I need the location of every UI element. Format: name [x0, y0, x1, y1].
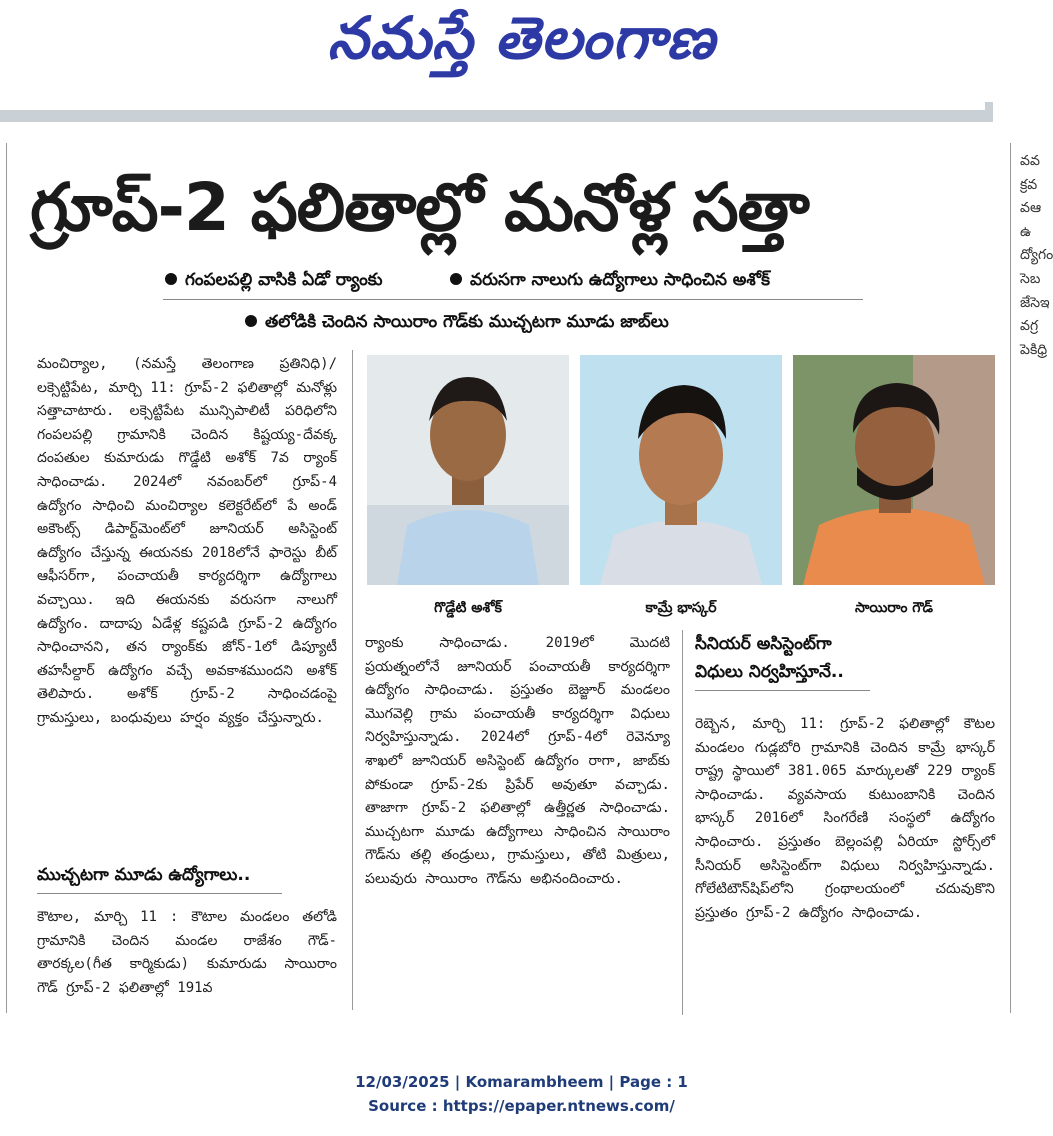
subhead-1: గంపలపల్లి వాసికి ఏడో ర్యాంకు — [165, 270, 382, 294]
bullet-icon — [450, 273, 462, 285]
article-column-3: రెబ్బెన, మార్చి 11: గ్రూప్-2 ఫలితాల్లో కౌటల మండలం గుడ్లబోరి గ్రామానికి చెందిన కామ్రే భాస్కర్ రాష్ట్ర స్థాయిలో 381.065 మార్కులతో 229 ర్యాంక్ సాధించాడు. వ్యవసాయ కుటుంబానికి చెందిన భాస్కర్ 2016లో సింగరేణి సంస్థలో ఉద్యోగం సాధించారు. ప్రస్తుతం బెల్లంపల్లి ఏరియా స్టోర్స్‌లో సీనియర్ అసిస్టెంట్‌గా విధులు నిర్వహిస్తున్నాడు. గోలేటిటౌన్‌షిప్‌లోని గ్రంథాలయంలో చదువుకొని ప్రస్తుతం గ్రూప్-2 ఉద్యోగం సాధించాడు. — [695, 716, 995, 921]
photo-ashok — [367, 355, 569, 585]
article-column-2: ర్యాంకు సాధించాడు. 2019లో మొదటి ప్రయత్నంలోనే జూనియర్ పంచాయతీ కార్యదర్శిగా ఉద్యోగం సాధించాడు. ప్రస్తుతం బెజ్జూర్ మండలం మొగవెల్లి గ్రామ పంచాయతీ కార్యదర్శిగా విధులు నిర్వహిస్తున్నాడు. 2024లో గ్రూప్-4లో రెవెన్యూ శాఖలో జూనియర్ అసిస్టెంట్ ఉద్యోగం రాగా, జాబ్‌కు పోకుండా గ్రూప్-2కు ప్రిపేర్ అవుతూ వచ్చాడు. తాజాగా గ్రూప్-2 ఫలితాల్లో ఉత్తీర్ణత సాధించాడు. ముచ్చటగా మూడు ఉద్యోగాలు సాధించిన సాయిరాం గౌడ్‌ను తల్లి తండ్రులు, గ్రామస్తులు, తోటి మిత్రులు, పలువురు సాయిరాం గౌడ్‌ను అభినందించారు. — [365, 635, 670, 887]
masthead — [0, 0, 1043, 108]
photo-caption-bhaskar: కామ్రే భాస్కర్ — [645, 600, 717, 616]
footer-source: Source : https://epaper.ntnews.com/ — [368, 1097, 675, 1115]
footer-date-edition: 12/03/2025 | Komarambheem | Page : 1 — [355, 1073, 688, 1091]
subhead-rule — [163, 299, 863, 300]
subhead-2: వరుసగా నాలుగు ఉద్యోగాలు సాధించిన అశోక్ — [450, 270, 770, 294]
section-head-senior-assistant-1: సీనియర్ అసిస్టెంట్‌గా — [695, 634, 832, 654]
photo-sairam — [793, 355, 995, 585]
adjacent-article-edge: వవక్రవవఆఉద్యోగంసెబజేసెఇవగ్రపెకిధ్రి — [1020, 153, 1053, 358]
article-column-1b: కౌటాల, మార్చి 11 : కౌటాల మండలం తలోడి గ్రామానికి చెందిన మండల రాజేశం గౌడ్-తారక్కల(గీత కార్మికుడు) కుమారుడు సాయిరాం గౌడ్ గ్రూప్-2 ఫలితాల్లో 191వ — [37, 909, 337, 996]
bullet-icon — [165, 273, 177, 285]
left-column-rule — [6, 143, 7, 1013]
photo-caption-sairam: సాయిరాం గౌడ్ — [854, 600, 934, 616]
subhead-3: తలోడికి చెందిన సాయిరాం గౌడ్‌కు ముచ్చటగా మూడు జాబ్‌లు — [245, 312, 669, 336]
column-rule-2 — [682, 630, 683, 1015]
right-column-rule — [1010, 143, 1011, 1013]
article-column-1: మంచిర్యాల, (నమస్తే తెలంగాణ ప్రతినిధి)/ లక్సెట్టిపేట, మార్చి 11: గ్రూప్-2 ఫలితాల్లో మనోళ్లు సత్తాచాటారు. లక్సెట్టిపేట మున్సిపాలిటీ పరిధిలోని గంపలపల్లి గ్రామానికి చెందిన కిష్టయ్య-దేవక్క దంపతుల కుమారుడు గొడ్డేటి అశోక్ 7వ ర్యాంక్ సాధించాడు. 2024లో నవంబర్‌లో గ్రూప్-4 ఉద్యోగం సాధించి మంచిర్యాల కలెక్టరేట్‌లో పే అండ్ అకౌంట్స్ డిపార్ట్‌మెంట్‌లో జూనియర్ అసిస్టెంట్ ఉద్యోగం చేస్తున్న ఈయనకు 2018లోనే ఫారెస్టు బీట్ ఆఫీసర్‌గా, పంచాయతీ కార్యదర్శిగా ఉద్యోగాలు వచ్చాయి. ఇది ఈయనకు వరుసగా నాలుగో ఉద్యోగం. దాదాపు ఏడేళ్ల కష్టపడి గ్రూప్-2 ఉద్యోగం సాధించానని, తన ర్యాంక్‌కు జోన్-1లో డిప్యూటీ తహసీల్దార్ ఉద్యోగం వచ్చే అవకాశముందని అశోక్ తెలిపారు. అశోక్ గ్రూప్-2 సాధించడంపై గ్రామస్తులు, బంధువులు హర్షం వ్యక్తం చేస్తున్నారు. — [37, 356, 337, 726]
masthead-rule-end — [985, 102, 993, 122]
masthead-title: నమస్తే తెలంగాణ — [327, 4, 716, 72]
section-head-senior-assistant-2: విధులు నిర్వహిస్తూనే.. — [695, 662, 844, 682]
section-rule-2 — [695, 690, 870, 691]
section-rule — [37, 893, 282, 894]
masthead-rule — [0, 110, 985, 122]
section-head-three-jobs: ముచ్చటగా మూడు ఉద్యోగాలు.. — [37, 865, 251, 885]
column-rule-1 — [352, 350, 353, 1010]
article-headline: గ్రూప్-2 ఫలితాల్లో మనోళ్ల సత్తా — [30, 169, 809, 246]
bullet-icon — [245, 315, 257, 327]
photo-bhaskar — [580, 355, 782, 585]
photo-caption-ashok: గొడ్డేటి అశోక్ — [434, 600, 502, 616]
